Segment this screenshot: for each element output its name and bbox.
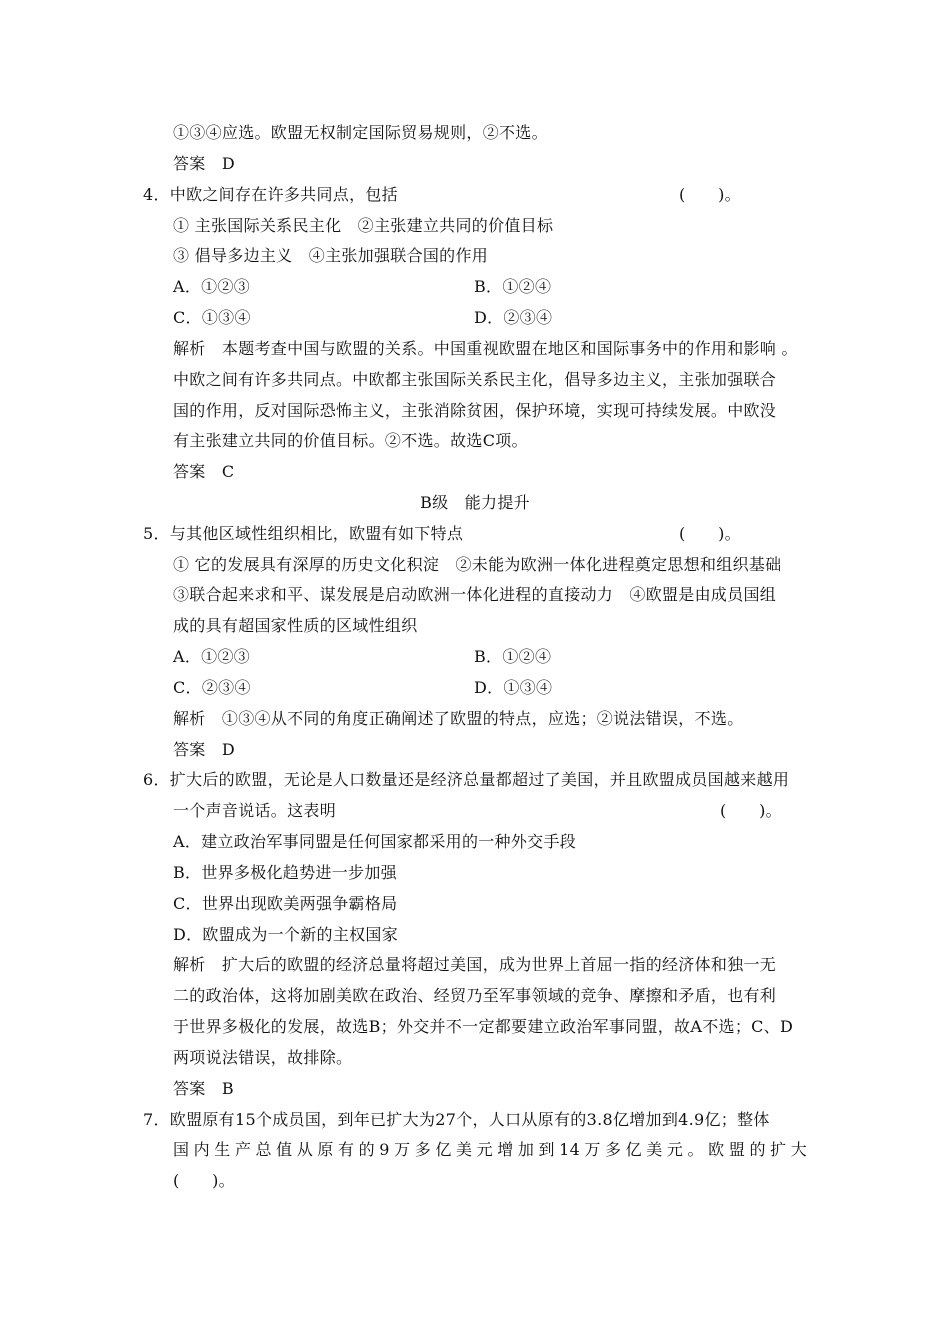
q7-stem-line-3: ( )。 [173, 1171, 235, 1190]
q6-stem-line-2: 一个声音说话。这表明 [173, 801, 337, 820]
q6-option-c: C．世界出现欧美两强争霸格局 [173, 894, 398, 913]
q5-answer-paren: ( )。 [679, 524, 741, 543]
q4-option-c: C．①③④ [173, 308, 251, 327]
q4-analysis-line-4: 有主张建立共同的价值目标。②不选。故选C项。 [173, 431, 528, 450]
q6-answer: 答案 B [173, 1079, 234, 1098]
q5-option-a: A．①②③ [173, 647, 251, 666]
q6-analysis-line-4: 两项说法错误，故排除。 [173, 1048, 353, 1067]
q6-answer-paren: ( )。 [720, 801, 782, 820]
q7-stem-line-1: 7．欧盟原有15个成员国，到年已扩大为27个，人口从原有的3.8亿增加到4.9亿；整体 [143, 1110, 770, 1129]
q4-stem: 4．中欧之间存在许多共同点，包括 [143, 185, 398, 204]
q4-statements-line-1: ① 主张国际关系民主化 ②主张建立共同的价值目标 [173, 216, 554, 235]
q6-stem-line-1: 6．扩大后的欧盟，无论是人口数量还是经济总量都超过了美国，并且欧盟成员国越来越用 [143, 770, 790, 789]
q6-analysis-line-2: 二的政治体，这将加剧美欧在政治、经贸乃至军事领域的竞争、摩擦和矛盾，也有利 [173, 986, 777, 1005]
q5-statements-line-1: ① 它的发展具有深厚的历史文化积淀 ②未能为欧洲一体化进程奠定思想和组织基础 [173, 555, 782, 574]
q4-option-a: A．①②③ [173, 277, 251, 296]
q5-option-b: B．①②④ [474, 647, 552, 666]
q7-stem-line-2: 国内生产总值从原有的9万多亿美元增加到14万多亿美元。欧盟的扩大 [173, 1140, 807, 1159]
q4-analysis-line-3: 国的作用，反对国际恐怖主义，主张消除贫困，保护环境，实现可持续发展。中欧没 [173, 401, 777, 420]
q4-option-d: D．②③④ [474, 308, 553, 327]
q4-answer: 答案 C [173, 462, 235, 481]
q6-option-b: B．世界多极化趋势进一步加强 [173, 863, 397, 882]
q4-analysis-line-1: 解析 本题考查中国与欧盟的关系。中国重视欧盟在地区和国际事务中的作用和影响 。 [173, 339, 798, 358]
section-heading: B级 能力提升 [420, 493, 530, 512]
q5-statements-line-2: ③联合起来求和平、谋发展是启动欧洲一体化进程的直接动力 ④欧盟是由成员国组 [173, 585, 777, 604]
q6-analysis-line-3: 于世界多极化的发展，故选B；外交并不一定都要建立政治军事同盟，故A不选；C、D [173, 1017, 794, 1036]
q4-statements-line-2: ③ 倡导多边主义 ④主张加强联合国的作用 [173, 246, 489, 265]
q5-analysis: 解析 ①③④从不同的角度正确阐述了欧盟的特点，应选；②说法错误，不选。 [173, 709, 744, 728]
q3-answer: 答案 D [173, 154, 236, 173]
q4-option-b: B．①②④ [474, 277, 552, 296]
q5-answer: 答案 D [173, 740, 236, 759]
q5-option-d: D．①③④ [474, 678, 553, 697]
q5-option-c: C．②③④ [173, 678, 251, 697]
q4-analysis-line-2: 中欧之间有许多共同点。中欧都主张国际关系民主化，倡导多边主义，主张加强联合 [173, 370, 777, 389]
q4-answer-paren: ( )。 [679, 185, 741, 204]
q6-option-d: D．欧盟成为一个新的主权国家 [173, 925, 399, 944]
q5-statements-line-3: 成的具有超国家性质的区域性组织 [173, 616, 418, 635]
q3-analysis-end: ①③④应选。欧盟无权制定国际贸易规则，②不选。 [173, 123, 548, 142]
q5-stem: 5．与其他区域性组织相比，欧盟有如下特点 [143, 524, 464, 543]
q6-option-a: A．建立政治军事同盟是任何国家都采用的一种外交手段 [173, 832, 577, 851]
q6-analysis-line-1: 解析 扩大后的欧盟的经济总量将超过美国，成为世界上首屈一指的经济体和独一无 [173, 955, 777, 974]
